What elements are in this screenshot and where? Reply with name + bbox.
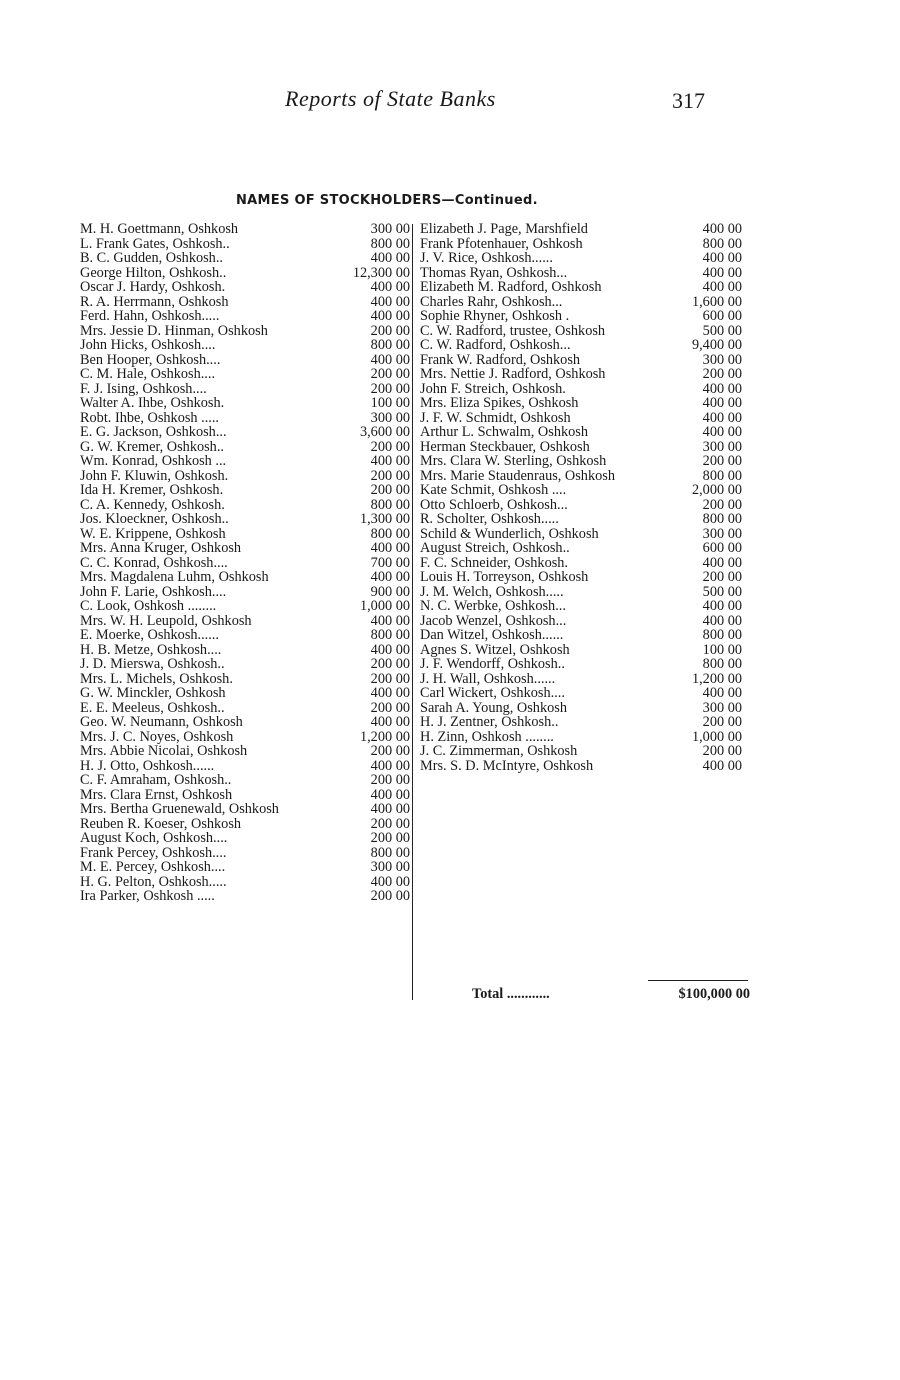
stockholder-amount: 100 00	[370, 395, 410, 411]
stockholder-entry	[80, 817, 410, 832]
stockholder-amount: 2,000 00	[691, 482, 742, 498]
stockholder-name: John F. Kluwin, Oshkosh.	[80, 467, 229, 484]
stockholder-entry	[80, 309, 410, 324]
stockholder-entry	[80, 266, 410, 281]
stockholder-name: Ira Parker, Oshkosh .....	[80, 888, 215, 904]
stockholder-amount: 300 00	[370, 409, 410, 426]
stockholder-amount: 300 00	[702, 525, 742, 542]
stockholder-entry	[420, 744, 750, 759]
stockholder-name: B. C. Gudden, Oshkosh..	[80, 250, 223, 266]
stockholder-amount: 400 00	[702, 685, 742, 701]
stockholder-amount: 200 00	[370, 322, 410, 339]
stockholder-amount: 300 00	[702, 351, 742, 368]
stockholder-amount: 200 00	[702, 714, 742, 730]
total-rule	[648, 980, 748, 981]
stockholder-name: J. M. Welch, Oshkosh.....	[420, 583, 564, 600]
column-divider	[412, 224, 413, 1000]
stockholder-entry	[80, 788, 410, 803]
stockholder-name: Walter A. Ihbe, Oshkosh.	[80, 395, 225, 411]
stockholder-amount: 200 00	[370, 888, 410, 904]
stockholder-name: C. C. Konrad, Oshkosh....	[80, 554, 228, 571]
stockholder-name: Elizabeth M. Radford, Oshkosh	[420, 279, 602, 295]
stockholder-name: Mrs. S. D. McIntyre, Oshkosh	[420, 757, 594, 774]
stockholder-entry	[420, 222, 750, 237]
stockholder-name: J. F. Wendorff, Oshkosh..	[420, 656, 565, 672]
stockholder-name: H. B. Metze, Oshkosh....	[80, 641, 222, 658]
stockholder-entry	[80, 585, 410, 600]
stockholder-amount: 400 00	[702, 424, 742, 440]
stockholder-amount: 800 00	[370, 337, 410, 353]
stockholders-left-column	[80, 222, 410, 904]
stockholder-entry	[80, 367, 410, 382]
stockholder-amount: 12,300 00	[352, 264, 410, 281]
stockholder-name: Mrs. Bertha Gruenewald, Oshkosh	[80, 801, 279, 817]
stockholder-entry	[80, 527, 410, 542]
stockholder-amount: 3,600 00	[359, 424, 410, 440]
stockholder-name: Agnes S. Witzel, Oshkosh	[420, 641, 570, 658]
stockholder-entry	[80, 454, 410, 469]
stockholder-amount: 400 00	[370, 453, 410, 469]
stockholder-entry	[420, 701, 750, 716]
stockholder-amount: 200 00	[370, 366, 410, 382]
stockholder-amount: 800 00	[370, 525, 410, 542]
stockholder-name: Wm. Konrad, Oshkosh ...	[80, 453, 227, 469]
stockholder-name: Carl Wickert, Oshkosh....	[420, 685, 565, 701]
stockholder-entry	[80, 338, 410, 353]
stockholder-entry	[80, 875, 410, 890]
stockholder-entry	[420, 512, 750, 527]
stockholder-entry	[80, 730, 410, 745]
stockholder-amount: 800 00	[702, 511, 742, 527]
stockholder-name: G. W. Minckler, Oshkosh	[80, 685, 226, 701]
stockholder-amount: 400 00	[370, 685, 410, 701]
stockholder-name: Mrs. J. C. Noyes, Oshkosh	[80, 728, 234, 745]
stockholder-name: Louis H. Torreyson, Oshkosh	[420, 569, 589, 585]
stockholder-entry	[420, 483, 750, 498]
stockholder-name: M. H. Goettmann, Oshkosh	[80, 221, 239, 237]
stockholder-name: Mrs. Eliza Spikes, Oshkosh	[420, 395, 579, 411]
stockholder-entry	[420, 759, 750, 774]
stockholder-entry	[80, 773, 410, 788]
stockholder-amount: 200 00	[370, 772, 410, 788]
stockholder-name: J. C. Zimmerman, Oshkosh	[420, 743, 578, 759]
stockholder-name: Elizabeth J. Page, Marshfield	[420, 221, 588, 237]
stockholder-name: C. W. Radford, Oshkosh...	[420, 337, 571, 353]
stockholder-name: J. H. Wall, Oshkosh......	[420, 670, 556, 687]
stockholder-entry	[420, 730, 750, 745]
section-title: NAMES OF STOCKHOLDERS—Continued.	[236, 193, 538, 208]
stockholder-name: J. D. Mierswa, Oshkosh..	[80, 656, 225, 672]
stockholder-entry	[420, 527, 750, 542]
stockholder-entry	[420, 498, 750, 513]
stockholder-entry	[80, 251, 410, 266]
stockholder-amount: 400 00	[702, 409, 742, 426]
stockholder-entry	[420, 469, 750, 484]
stockholder-amount: 400 00	[702, 395, 742, 411]
stockholder-name: John F. Larie, Oshkosh....	[80, 583, 227, 600]
stockholder-amount: 800 00	[702, 656, 742, 672]
stockholder-name: C. W. Radford, trustee, Oshkosh	[420, 322, 606, 339]
stockholder-entry	[80, 889, 410, 904]
stockholder-entry	[420, 614, 750, 629]
stockholder-entry	[420, 585, 750, 600]
stockholder-entry	[420, 324, 750, 339]
stockholder-name: Kate Schmit, Oshkosh ....	[420, 482, 567, 498]
stockholder-name: Herman Steckbauer, Oshkosh	[420, 438, 590, 455]
stockholder-entry	[420, 440, 750, 455]
stockholder-amount: 100 00	[702, 641, 742, 658]
stockholder-amount: 200 00	[370, 815, 410, 832]
stockholder-amount: 400 00	[370, 351, 410, 368]
stockholder-amount: 200 00	[370, 830, 410, 846]
stockholder-entry	[80, 512, 410, 527]
stockholder-entry	[420, 309, 750, 324]
stockholder-amount: 200 00	[370, 670, 410, 687]
stockholder-entry	[420, 643, 750, 658]
stockholder-entry	[420, 541, 750, 556]
header-title: Reports of State Banks	[285, 86, 496, 111]
stockholder-amount: 800 00	[702, 627, 742, 643]
stockholder-entry	[80, 831, 410, 846]
stockholder-amount: 400 00	[370, 641, 410, 658]
stockholder-entry	[80, 672, 410, 687]
stockholder-amount: 500 00	[702, 322, 742, 339]
stockholder-amount: 400 00	[370, 540, 410, 556]
stockholder-name: E. G. Jackson, Oshkosh...	[80, 424, 227, 440]
stockholder-entry	[420, 556, 750, 571]
stockholder-amount: 400 00	[702, 380, 742, 397]
stockholder-amount: 400 00	[702, 279, 742, 295]
stockholder-entry	[420, 237, 750, 252]
stockholder-entry	[420, 295, 750, 310]
stockholder-name: F. J. Ising, Oshkosh....	[80, 380, 207, 397]
stockholder-entry	[80, 686, 410, 701]
stockholder-name: Robt. Ihbe, Oshkosh .....	[80, 409, 219, 426]
stockholder-name: R. A. Herrmann, Oshkosh	[80, 293, 229, 310]
stockholder-entry	[420, 672, 750, 687]
stockholder-amount: 800 00	[370, 844, 410, 861]
stockholder-amount: 400 00	[370, 279, 410, 295]
stockholder-entry	[80, 759, 410, 774]
stockholder-name: August Koch, Oshkosh....	[80, 830, 228, 846]
stockholder-name: Frank W. Radford, Oshkosh	[420, 351, 581, 368]
stockholder-entry	[80, 222, 410, 237]
stockholder-name: Schild & Wunderlich, Oshkosh	[420, 525, 599, 542]
stockholder-name: August Streich, Oshkosh..	[420, 540, 570, 556]
stockholder-name: Mrs. Abbie Nicolai, Oshkosh	[80, 743, 248, 759]
stockholder-name: Ferd. Hahn, Oshkosh.....	[80, 308, 220, 324]
stockholder-name: Arthur L. Schwalm, Oshkosh	[420, 424, 588, 440]
stockholder-name: Dan Witzel, Oshkosh......	[420, 627, 564, 643]
total-row	[420, 986, 750, 1003]
stockholder-name: R. Scholter, Oshkosh.....	[420, 511, 559, 527]
stockholder-name: Thomas Ryan, Oshkosh...	[420, 264, 568, 281]
stockholder-name: Ida H. Kremer, Oshkosh.	[80, 482, 224, 498]
stockholder-entry	[80, 628, 410, 643]
stockholder-amount: 300 00	[702, 438, 742, 455]
stockholder-entry	[80, 614, 410, 629]
stockholder-amount: 9,400 00	[691, 337, 742, 353]
stockholder-entry	[80, 411, 410, 426]
stockholder-name: Otto Schloerb, Oshkosh...	[420, 496, 568, 513]
stockholder-entry	[80, 846, 410, 861]
stockholder-name: H. J. Zentner, Oshkosh..	[420, 714, 559, 730]
stockholder-amount: 1,200 00	[359, 728, 410, 745]
stockholder-name: Frank Pfotenhauer, Oshkosh	[420, 235, 583, 252]
stockholder-amount: 500 00	[702, 583, 742, 600]
stockholder-entry	[80, 498, 410, 513]
stockholder-entry	[80, 802, 410, 817]
stockholder-name: Oscar J. Hardy, Oshkosh.	[80, 279, 226, 295]
stockholder-amount: 800 00	[370, 496, 410, 513]
stockholder-name: John F. Streich, Oshkosh.	[420, 380, 566, 397]
stockholder-name: Jos. Kloeckner, Oshkosh..	[80, 511, 229, 527]
stockholder-amount: 1,600 00	[691, 293, 742, 310]
stockholder-entry	[80, 382, 410, 397]
stockholder-amount: 400 00	[370, 714, 410, 730]
stockholder-entry	[420, 266, 750, 281]
stockholder-amount: 800 00	[702, 467, 742, 484]
stockholder-name: C. F. Amraham, Oshkosh..	[80, 772, 232, 788]
stockholder-amount: 400 00	[370, 308, 410, 324]
stockholder-name: H. J. Otto, Oshkosh......	[80, 757, 215, 774]
stockholder-amount: 200 00	[370, 467, 410, 484]
stockholder-amount: 400 00	[702, 598, 742, 614]
stockholder-amount: 400 00	[702, 250, 742, 266]
stockholder-entry	[420, 599, 750, 614]
stockholder-name: M. E. Percey, Oshkosh....	[80, 859, 226, 875]
stockholder-amount: 300 00	[702, 699, 742, 716]
stockholder-name: Jacob Wenzel, Oshkosh...	[420, 612, 567, 629]
stockholder-entry	[420, 454, 750, 469]
stockholder-name: John Hicks, Oshkosh....	[80, 337, 216, 353]
stockholder-name: L. Frank Gates, Oshkosh..	[80, 235, 230, 252]
stockholder-amount: 400 00	[370, 250, 410, 266]
stockholder-entry	[420, 715, 750, 730]
stockholder-entry	[420, 367, 750, 382]
stockholder-amount: 400 00	[370, 293, 410, 310]
page-number: 317	[672, 88, 705, 113]
stockholder-name: Geo. W. Neumann, Oshkosh	[80, 714, 243, 730]
stockholder-amount: 200 00	[702, 743, 742, 759]
stockholder-entry	[80, 556, 410, 571]
stockholder-name: Mrs. Anna Kruger, Oshkosh	[80, 540, 242, 556]
stockholder-entry	[420, 411, 750, 426]
stockholder-amount: 700 00	[370, 554, 410, 571]
stockholder-amount: 600 00	[702, 540, 742, 556]
stockholder-name: Mrs. L. Michels, Oshkosh.	[80, 670, 233, 687]
stockholder-amount: 200 00	[702, 366, 742, 382]
stockholder-entry	[80, 599, 410, 614]
stockholder-name: Sarah A. Young, Oshkosh	[420, 699, 567, 716]
stockholder-amount: 400 00	[370, 873, 410, 890]
stockholder-name: Mrs. W. H. Leupold, Oshkosh	[80, 612, 252, 629]
stockholder-amount: 300 00	[370, 221, 410, 237]
stockholder-entry	[420, 353, 750, 368]
stockholder-name: F. C. Schneider, Oshkosh.	[420, 554, 569, 571]
stockholder-name: C. M. Hale, Oshkosh....	[80, 366, 216, 382]
stockholder-entry	[420, 382, 750, 397]
stockholder-amount: 400 00	[370, 801, 410, 817]
stockholder-amount: 400 00	[702, 757, 742, 774]
stockholder-name: C. Look, Oshkosh ........	[80, 598, 217, 614]
stockholder-entry	[80, 643, 410, 658]
stockholder-name: E. E. Meeleus, Oshkosh..	[80, 699, 225, 716]
stockholder-name: Mrs. Clara W. Sterling, Oshkosh	[420, 453, 607, 469]
stockholder-entry	[80, 541, 410, 556]
stockholder-amount: 200 00	[702, 453, 742, 469]
total-label: Total ............	[472, 986, 550, 1002]
stockholder-entry	[80, 657, 410, 672]
stockholder-name: J. V. Rice, Oshkosh......	[420, 250, 553, 266]
stockholder-entry	[420, 686, 750, 701]
stockholder-amount: 400 00	[370, 569, 410, 585]
stockholder-entry	[420, 570, 750, 585]
stockholder-amount: 900 00	[370, 583, 410, 600]
stockholder-amount: 200 00	[702, 569, 742, 585]
stockholder-entry	[420, 396, 750, 411]
stockholder-entry	[80, 425, 410, 440]
stockholder-name: Mrs. Marie Staudenraus, Oshkosh	[420, 467, 615, 484]
stockholder-entry	[420, 280, 750, 295]
stockholder-amount: 200 00	[370, 380, 410, 397]
stockholder-amount: 1,000 00	[359, 598, 410, 614]
stockholder-amount: 200 00	[370, 438, 410, 455]
stockholder-entry	[80, 324, 410, 339]
stockholder-name: Charles Rahr, Oshkosh...	[420, 293, 563, 310]
stockholder-amount: 200 00	[370, 743, 410, 759]
stockholder-name: W. E. Krippene, Oshkosh	[80, 525, 226, 542]
total-amount: $100,000 00	[678, 986, 750, 1002]
stockholder-name: Mrs. Jessie D. Hinman, Oshkosh	[80, 322, 268, 339]
stockholder-amount: 400 00	[702, 554, 742, 571]
stockholder-entry	[80, 353, 410, 368]
stockholder-entry	[80, 570, 410, 585]
stockholder-entry	[420, 628, 750, 643]
stockholders-right-column	[420, 222, 750, 773]
stockholder-name: Reuben R. Koeser, Oshkosh	[80, 815, 242, 832]
stockholder-name: Mrs. Clara Ernst, Oshkosh	[80, 786, 233, 803]
stockholder-entry	[80, 440, 410, 455]
stockholder-name: C. A. Kennedy, Oshkosh.	[80, 496, 225, 513]
stockholder-amount: 400 00	[370, 612, 410, 629]
stockholder-entry	[420, 338, 750, 353]
stockholder-amount: 200 00	[702, 496, 742, 513]
stockholder-name: Mrs. Magdalena Luhm, Oshkosh	[80, 569, 269, 585]
stockholder-name: H. Zinn, Oshkosh ........	[420, 728, 554, 745]
stockholder-name: George Hilton, Oshkosh..	[80, 264, 227, 281]
stockholder-amount: 400 00	[702, 264, 742, 281]
stockholder-amount: 800 00	[370, 627, 410, 643]
stockholder-entry	[420, 425, 750, 440]
stockholder-name: G. W. Kremer, Oshkosh..	[80, 438, 224, 455]
stockholder-entry	[420, 657, 750, 672]
stockholder-name: N. C. Werbke, Oshkosh...	[420, 598, 566, 614]
stockholder-amount: 400 00	[370, 786, 410, 803]
stockholder-entry	[80, 860, 410, 875]
stockholder-amount: 800 00	[370, 235, 410, 252]
stockholder-amount: 400 00	[702, 221, 742, 237]
stockholder-name: E. Moerke, Oshkosh......	[80, 627, 219, 643]
stockholder-entry	[80, 483, 410, 498]
stockholder-amount: 200 00	[370, 482, 410, 498]
stockholder-entry	[80, 469, 410, 484]
stockholder-entry	[80, 396, 410, 411]
stockholder-amount: 200 00	[370, 656, 410, 672]
stockholder-amount: 400 00	[370, 757, 410, 774]
stockholder-name: Sophie Rhyner, Oshkosh .	[420, 308, 570, 324]
stockholder-amount: 600 00	[702, 308, 742, 324]
stockholder-entry	[420, 251, 750, 266]
stockholder-name: J. F. W. Schmidt, Oshkosh	[420, 409, 571, 426]
stockholder-name: Frank Percey, Oshkosh....	[80, 844, 227, 861]
stockholder-amount: 1,200 00	[691, 670, 742, 687]
stockholder-name: Ben Hooper, Oshkosh....	[80, 351, 221, 368]
stockholder-amount: 400 00	[702, 612, 742, 629]
stockholder-amount: 800 00	[702, 235, 742, 252]
stockholder-amount: 1,300 00	[359, 511, 410, 527]
stockholder-entry	[80, 295, 410, 310]
stockholder-entry	[80, 701, 410, 716]
stockholder-entry	[80, 715, 410, 730]
stockholder-entry	[80, 744, 410, 759]
stockholder-entry	[80, 237, 410, 252]
stockholder-entry	[80, 280, 410, 295]
stockholder-name: Mrs. Nettie J. Radford, Oshkosh	[420, 366, 606, 382]
stockholder-name: H. G. Pelton, Oshkosh.....	[80, 873, 227, 890]
stockholder-amount: 200 00	[370, 699, 410, 716]
stockholder-amount: 1,000 00	[691, 728, 742, 745]
stockholder-amount: 300 00	[370, 859, 410, 875]
